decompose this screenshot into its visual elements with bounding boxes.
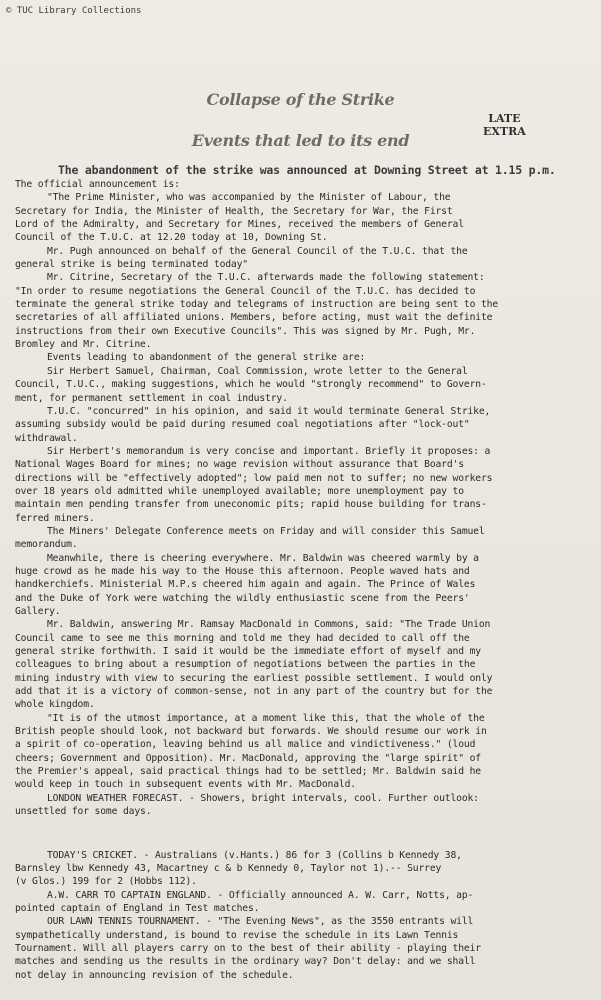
- late-extra-stamp: [483, 112, 526, 138]
- text-line: "In order to resume negotiations the General Council of the T.U.C. has decided to: [15, 285, 476, 297]
- text-line: Sir Herbert Samuel, Chairman, Coal Commission, wrote letter to the General: [47, 365, 468, 377]
- late-label: LATE: [488, 112, 521, 125]
- text-line: Tournament. Will all players carry on to the best of their ability - playing their: [15, 942, 481, 954]
- text-line: Lord of the Admiralty, and Secretary for Mines, received the members of General: [15, 219, 464, 231]
- text-line: terminate the general strike today and telegrams of instruction are being sent to the: [15, 299, 499, 311]
- text-line: unsettled for some days.: [15, 806, 152, 818]
- text-line: general strike forthwith. I said it would be the immediate effort of myself and my: [15, 646, 481, 658]
- text-line: LONDON WEATHER FORECAST. - Showers, bright intervals, cool. Further outlook:: [47, 792, 479, 804]
- text-line: British people should look, not backward but forwards. We should resume our work in: [15, 726, 487, 738]
- text-line: memorandum.: [15, 539, 78, 551]
- text-line: add that it is a victory of common-sense, not in any part of the country but for the: [15, 686, 493, 698]
- spacer: [15, 819, 590, 849]
- text-line: matches and sending us the results in the ordinary way? Don't delay: and we shall: [15, 956, 476, 968]
- text-line: cheers; Government and Opposition). Mr. MacDonald, approving the "large spirit" of: [15, 752, 481, 764]
- extra-label: EXTRA: [483, 125, 526, 138]
- text-line: a spirit of co-operation, leaving behind us all malice and vindictiveness." (loud: [15, 739, 476, 751]
- text-line: colleagues to bring about a resumption of negotiations between the parties in the: [15, 659, 476, 671]
- text-line: directions will be "effectively adopted"; low paid men not to suffer; no new workers: [15, 472, 493, 484]
- headline-events: Events that led to its end: [191, 131, 410, 150]
- text-line: Sir Herbert's memorandum is very concise and important. Briefly it proposes: a: [47, 445, 491, 457]
- text-line: Council of the T.U.C. at 12.20 today at 10, Downing St.: [15, 232, 328, 244]
- text-line: Mr. Baldwin, answering Mr. Ramsay MacDonald in Commons, said: "The Trade Union: [47, 619, 491, 631]
- text-line: Mr. Pugh announced on behalf of the General Council of the T.U.C. that the: [47, 245, 468, 257]
- text-line: secretaries of all affiliated unions. Members, before acting, must wait the definite: [15, 312, 493, 324]
- text-line: Events leading to abandonment of the general strike are:: [47, 352, 366, 364]
- text-line: maintain men pending transfer from uneconomic pits; rapid house building for trans-: [15, 499, 487, 511]
- text-line: over 18 years old admitted while unemployed available; more unemployment pay to: [15, 485, 464, 497]
- text-line: "It is of the utmost importance, at a moment like this, that the whole of the: [47, 712, 485, 724]
- text-line: withdrawal.: [15, 432, 78, 444]
- text-line: sympathetically understand, is bound to revise the schedule in its Lawn Tennis: [15, 929, 459, 941]
- text-line: ment, for permanent settlement in coal industry.: [15, 392, 288, 404]
- text-line: Secretary for India, the Minister of Health, the Secretary for War, the First: [15, 205, 453, 217]
- text-line: and the Duke of York were watching the wildly enthusiastic scene from the Peers': [15, 592, 470, 604]
- text-line: Mr. Citrine, Secretary of the T.U.C. afterwards made the following statement:: [47, 272, 485, 284]
- text-line: pointed captain of England in Test matches.: [15, 902, 260, 914]
- text-line: (v Glos.) 199 for 2 (Hobbs 112).: [15, 876, 197, 888]
- article-body: [15, 178, 590, 982]
- text-line: Bromley and Mr. Citrine.: [15, 339, 152, 351]
- text-line: The official announcement is:: [15, 179, 180, 190]
- text-line: Barnsley lbw Kennedy 43, Macartney c & b Kennedy 0, Taylor not 1).-- Surrey: [15, 862, 442, 874]
- text-line: Council, T.U.C., making suggestions, which he would "strongly recommend" to Govern-: [15, 379, 487, 391]
- text-line: whole kingdom.: [15, 699, 95, 711]
- text-line: A.W. CARR TO CAPTAIN ENGLAND. - Officially announced A. W. Carr, Notts, ap-: [47, 889, 474, 901]
- text-line: OUR LAWN TENNIS TOURNAMENT. - "The Evening News", as the 3550 entrants will: [47, 916, 474, 928]
- text-line: Council came to see me this morning and told me they had decided to call off the: [15, 632, 470, 644]
- headline-collapse: Collapse of the Strike: [206, 90, 395, 109]
- watermark: © TUC Library Collections: [6, 6, 142, 16]
- text-line: huge crowd as he made his way to the House this afternoon. People waved hats and: [15, 565, 470, 577]
- text-line: TODAY'S CRICKET. - Australians (v.Hants.) 86 for 3 (Collins b Kennedy 38,: [47, 849, 462, 861]
- text-line: the Premier's appeal, said practical things had to be settled; Mr. Baldwin said he: [15, 766, 481, 778]
- text-line: The Miners' Delegate Conference meets on Friday and will consider this Samuel: [47, 525, 485, 537]
- text-line: Meanwhile, there is cheering everywhere. Mr. Baldwin was cheered warmly by a: [47, 552, 479, 564]
- text-line: "The Prime Minister, who was accompanied by the Minister of Labour, the: [47, 192, 451, 204]
- text-line: general strike is being terminated today": [15, 259, 248, 271]
- lead-sentence: The abandonment of the strike was announced at Downing Street at 1.15 p.m.: [58, 163, 556, 177]
- text-line: handkerchiefs. Ministerial M.P.s cheered him again and again. The Prince of Wales: [15, 579, 476, 591]
- text-line: T.U.C. "concurred" in his opinion, and said it would terminate General Strike,: [47, 405, 491, 417]
- text-line: Gallery.: [15, 606, 61, 617]
- text-line: instructions from their own Executive Councils". This was signed by Mr. Pugh, Mr.: [15, 325, 476, 337]
- text-line: would keep in touch in subsequent events with Mr. MacDonald.: [15, 779, 356, 791]
- text-line: not delay in announcing revision of the schedule.: [15, 969, 294, 981]
- text-line: ferred miners.: [15, 512, 95, 524]
- text-line: assuming subsidy would be paid during resumed coal negotiations after "lock-out": [15, 419, 470, 431]
- text-line: National Wages Board for mines; no wage revision without assurance that Board's: [15, 459, 464, 471]
- text-line: mining industry with view to securing the earliest possible settlement. I would only: [15, 672, 493, 684]
